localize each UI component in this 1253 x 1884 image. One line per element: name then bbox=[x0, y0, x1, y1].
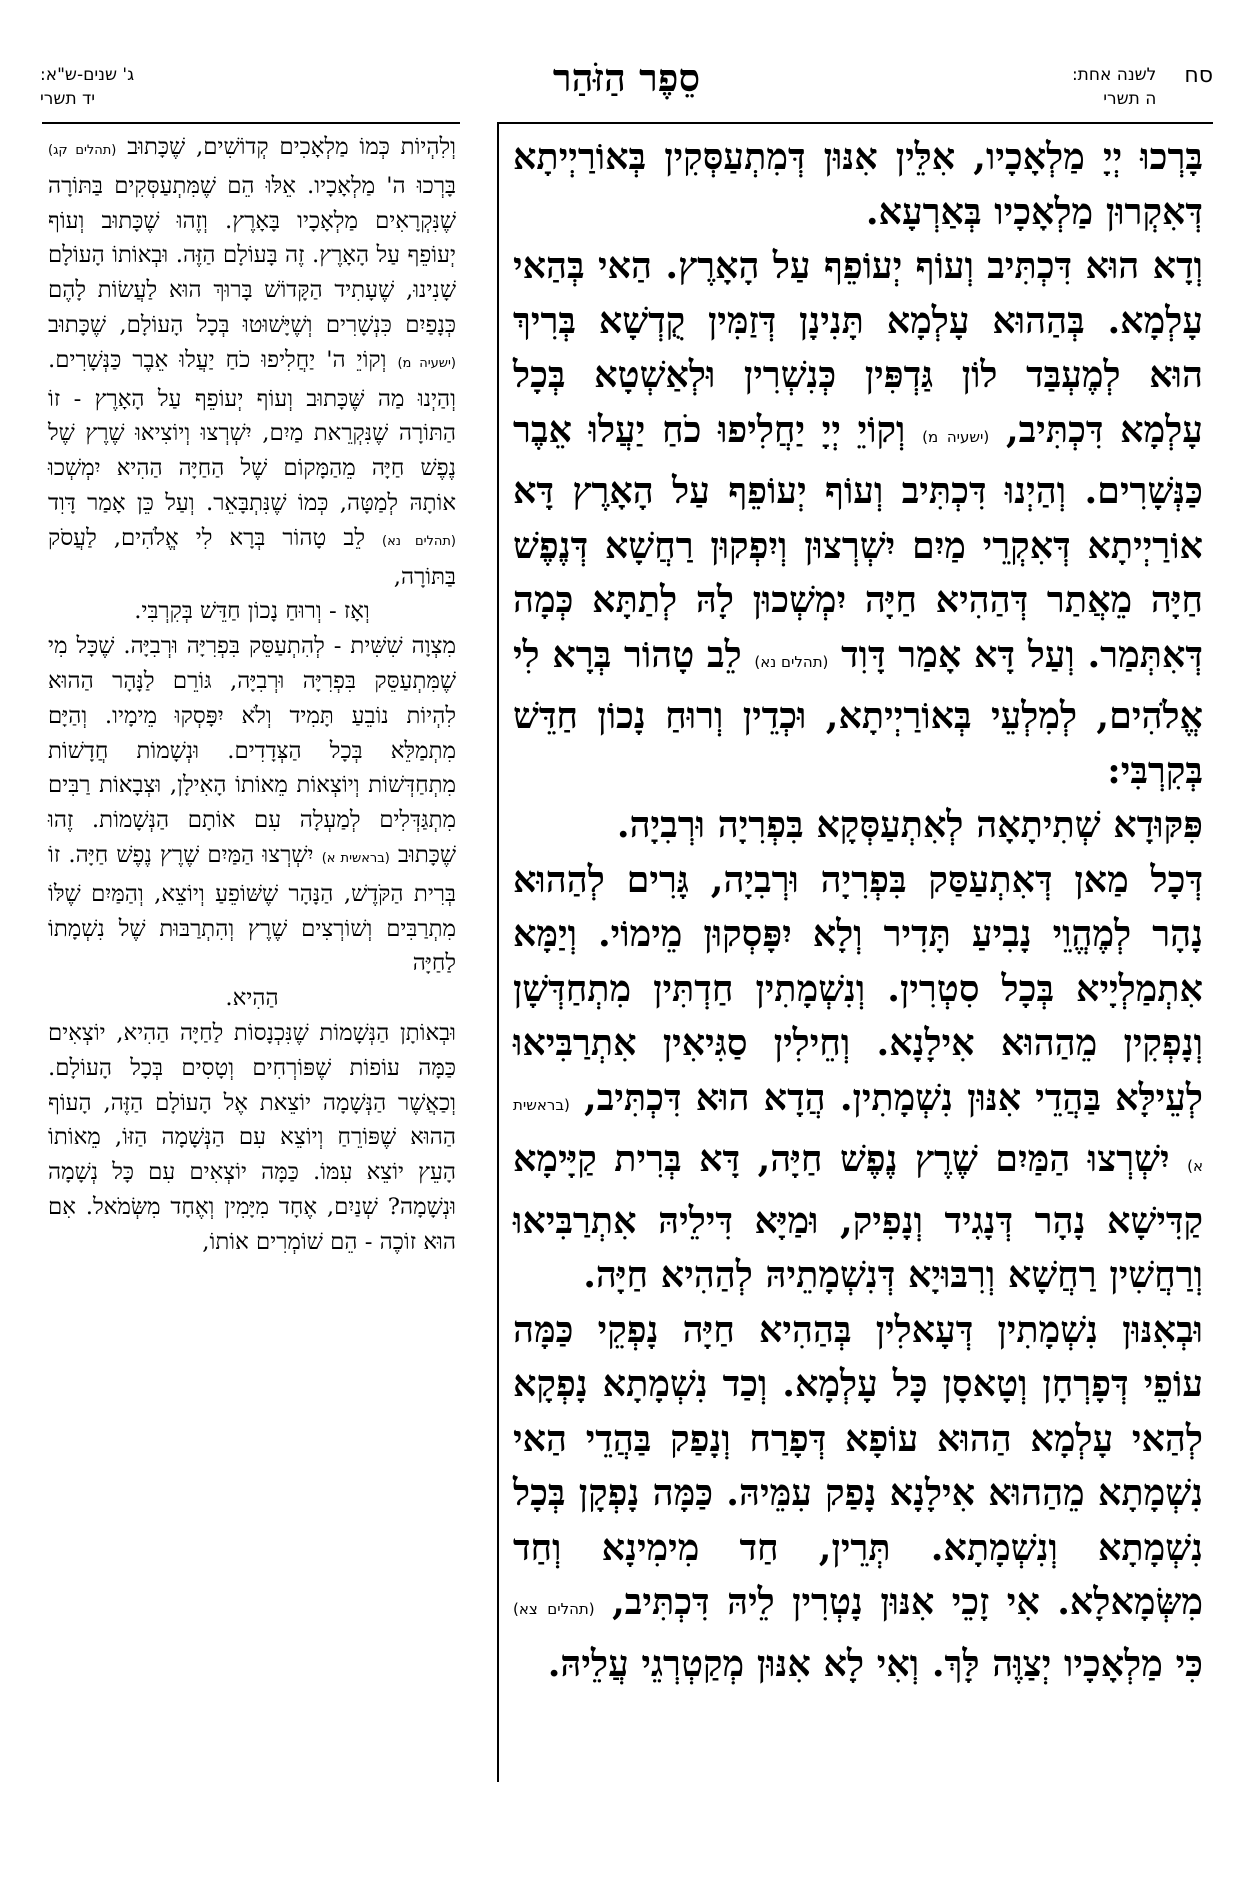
header-left bbox=[40, 63, 134, 111]
header-cycle-label-left: ג' שנים-ש"א: bbox=[40, 65, 135, 85]
side-text: יִשְׁרְצוּ הַמַּיִם שֶׁרֶץ נֶפֶשׁ חַיָּה. זוֹ בְּרִית הַקֹּדֶשׁ, הַנָּהָר שֶׁשּׁוֹפֵעַ וְיוֹצֵא, וְהַמַּיִם שֶׁלּוֹ מִתְרַבִּים וְשׁוֹרְצִים שֶׁרֶץ וְהִתְרַבּוּת שֶׁל נִשְׁמָתוֹ לַחַיָּה bbox=[48, 841, 456, 977]
main-text: יִשְׁרְצוּ הַמַּיִם שֶׁרֶץ נֶפֶשׁ חַיָּה, דָּא בְּרִית קַיָּימָא קַדִּישָׁא נָהָר דְּנָגִיד וְנָפִיק, וּמַיָּא דִּילֵיהּ אִתְרַבִּיאוּ וְרַחֲשִׁין רַחֲשָׁא וְרִבּוּיָא דְּנִשְׁמָתֵיהּ לְהַהִיא חַיָּה. bbox=[513, 1137, 1203, 1296]
source-reference: (תהלים נא) bbox=[382, 533, 456, 549]
book-title: סֵפֶר הַזֹּהַר bbox=[552, 55, 701, 100]
source-reference: (בראשית א) bbox=[321, 850, 390, 866]
main-text: דְּכָל מַאן דְּאִתְעַסַּק בִּפְרִיָה וּרְבִיָה, גָּרִים לְהַהוּא נָהָר לְמֶהֱוֵי נָבִיעַ תָּדִיר וְלָא יִפָּסְקוּן מֵימוֹי. וְיַמָּא אִתְמַלְיָיא בְּכָל סִטְרִין. וְנִשְׁמָתִין חַדְתִּין מִתְחַדְּשָׁן וְנָפְקִין מֵהַהוּא אִילָנָא. וְחֵילִין סַגִּיאִין אִתְרַבִּיאוּ לְעֵילָּא בַּהֲדֵי אִנּוּן נִשְׁמָתִין. הֲדָא הוּא דִּכְתִּיב, bbox=[513, 857, 1203, 1119]
main-paragraph bbox=[513, 1303, 1203, 1692]
source-reference: (בראשית א) bbox=[513, 1095, 1203, 1175]
side-text: מִצְוָה שִׁשִּׁית - לְהִתְעַסֵּק בִּפְרִיָּה וּרְבִיָּה. שֶׁכָּל מִי שֶׁמִּתְעַסֵּק בִּפְרִיָּה וּרְבִיָּה, גּוֹרֵם לַנָּהָר הַהוּא לִהְיוֹת נוֹבֵעַ תָּמִיד וְלֹא יִפָּסְקוּ מֵימָיו. וְהַיָּם מִתְמַלֵּא בְּכָל הַצְּדָדִים. וּנְשָׁמוֹת חֲדָשׁוֹת מִתְחַדְּשׁוֹת וְיוֹצְאוֹת מֵאוֹתוֹ הָאִילָן, וּצְבָאוֹת רַבִּים מִתְגַּדְּלִים לְמַעְלָה עִם אוֹתָם הַנְּשָׁמוֹת. זֶהוּ שֶׁכָּתוּב bbox=[48, 633, 457, 868]
translation-column bbox=[42, 122, 460, 1782]
source-reference: (ישעיה מ) bbox=[922, 427, 990, 446]
side-text: וְאָז - וְרוּחַ נָכוֹן חַדֵּשׁ בְּקִרְבִּי. bbox=[134, 598, 370, 625]
main-text: וּבְאִנּוּן נִשְׁמָתִין דְּעָאלִין בְּהַהִיא חַיָּה נָפְקֵי כַּמָּה עוֹפֵי דְּפָרְחָן וְטָאסָן כָּל עָלְמָא. וְכַד נִשְׁמָתָא נָפְקָא לְהַאי עָלְמָא הַהוּא עוֹפָא דְּפָרַח וְנָפַק בַּהֲדֵי הַאי נִשְׁמָתָא מֵהַהוּא אִילָנָא נָפַק עִמֵּיהּ. כַּמָּה נָפְקָן בְּכָל נִשְׁמָתָא וְנִשְׁמָתָא. תְּרֵין, חַד מִימִינָא וְחַד מִשְּׂמָאלָא. אִי זָכֵי אִנּוּן נָטְרִין לֵיהּ דִּכְתִּיב, bbox=[513, 1307, 1203, 1623]
side-text: לֵב טָהוֹר בְּרָא לִי אֱלֹהִים, לַעֲסֹק בַּתּוֹרָה, bbox=[48, 524, 456, 590]
source-reference: (תהלים צא) bbox=[513, 1600, 595, 1618]
main-text: וְקוֹיֵ יְיָ יַחֲלִיפוּ כֹחַ יַעֲלוּ אֵבֶר כַּנְּשָׁרִים. וְהַיְנוּ דִּכְתִּיב וְעוֹף יְעוֹפֵף עַל הָאָרֶץ דָּא אוֹרַיְיתָא דְּאִקְרֵי מַיִם יִשְׁרְצוּן וְיִפְקוּן רַחֲשָׁא דְּנֶפֶשׁ חַיָּה מֵאֲתַר דְּהַהִיא חַיָּה יִמְשְׁכוּן לָהּ לְתַתָּא כְּמָה דְּאִתְּמַר. וְעַל דָּא אָמַר דָּוִד bbox=[513, 407, 1203, 676]
main-paragraph bbox=[513, 239, 1203, 798]
side-paragraph bbox=[48, 1016, 456, 1260]
main-paragraph bbox=[513, 853, 1203, 1303]
header-date-left: יד תשרי bbox=[40, 89, 96, 109]
source-reference: (ישעיה מ) bbox=[397, 355, 457, 371]
side-paragraph bbox=[48, 981, 456, 1016]
main-paragraph bbox=[513, 798, 1203, 853]
main-text: בָּרְכוּ יְיָ מַלְאָכָיו, אִלֵּין אִנּוּן דְּמִתְעַסְּקִין בְּאוֹרַיְיתָא דְּאִקְרוּן מַלְאָכָיו בְּאַרְעָא. bbox=[513, 135, 1203, 233]
page-number: סח bbox=[1184, 63, 1213, 88]
main-text-column bbox=[497, 122, 1213, 1782]
source-reference: (תהלים קג) bbox=[48, 143, 117, 158]
main-text: לֵב טָהוֹר בְּרָא לִי אֱלֹהִים, לְמִלְעֵי בְּאוֹרַיְיתָא, וּכְדֵין וְרוּחַ נָכוֹן חַדֵּשׁ בְּקִרְבִּי: bbox=[512, 632, 1203, 792]
header-date: ה תשרי bbox=[1103, 89, 1157, 109]
source-reference: (תהלים נא) bbox=[754, 652, 829, 671]
header-cycle-label: לשנה אחת: bbox=[1071, 65, 1157, 85]
side-paragraph bbox=[48, 629, 456, 981]
main-text: וְדָא הוּא דִּכְתִּיב וְעוֹף יְעוֹפֵף עַל הָאָרֶץ. הַאי בְּהַאי עָלְמָא. בְּהַהוּא עָלְמָא תָּנִינָן דְּזַמִּין קֻדְשָׁא בְּרִיךְ הוּא לְמֶעְבַּד לוֹן גַּדְפִּין כְּנִשְׁרִין וּלְאַשְׁטָא בְּכָל עָלְמָא דִּכְתִּיב, bbox=[513, 244, 1203, 451]
mitzvah-heading: פִּקּוּדָא שְׁתִיתָאָה לְאִתְעַסְּקָא בִּפְרִיָה וּרְבִיָה. bbox=[616, 803, 1203, 846]
side-paragraph bbox=[48, 594, 456, 629]
side-text: וּבְאוֹתָן הַנְּשָׁמוֹת שֶׁנִּכְנָסוֹת לַחַיָּה הַהִיא, יוֹצְאִים כַּמָּה עוֹפוֹת שֶׁפּוֹרְחִים וְטָסִים בְּכָל הָעוֹלָם. וְכַאֲשֶׁר הַנְּשָׁמָה יוֹצֵאת אֶל הָעוֹלָם הַזֶּה, הָעוֹף הַהוּא שֶׁפּוֹרֵחַ וְיוֹצֵא עִם הַנְּשָׁמָה הַזּוֹ, מֵאוֹתוֹ הָעֵץ יוֹצֵא עִמּוֹ. כַּמָּה יוֹצְאִים עִם כָּל נְשָׁמָה וּנְשָׁמָה? שְׁנַיִם, אֶחָד מִיָּמִין וְאֶחָד מִשְּׂמֹאל. אִם הוּא זוֹכֶה - הֵם שׁוֹמְרִים אוֹתוֹ, bbox=[48, 1019, 456, 1255]
page-header bbox=[40, 55, 1213, 125]
main-text: כִּי מַלְאָכָיו יְצַוֶּה לָּךְ. וְאִי לָא אִנּוּן מְקַטְרְגֵי עֲלֵיהּ. bbox=[547, 1641, 1203, 1685]
side-text: וְלִהְיוֹת כְּמוֹ מַלְאָכִים קְדוֹשִׁים, שֶׁכָּתוּב bbox=[127, 134, 456, 160]
side-paragraph bbox=[48, 130, 456, 594]
side-text: בָּרְכוּ ה' מַלְאָכָיו. אֵלּוּ הֵם שֶׁמִּתְעַסְּקִים בַּתּוֹרָה שֶׁנִּקְרָאִים מַלְאָכָיו בָּאָרֶץ. וְזֶהוּ שֶׁכָּתוּב וְעוֹף יְעוֹפֵף עַל הָאָרֶץ. זֶה בָּעוֹלָם הַזֶּה. וּבְאוֹתוֹ הָעוֹלָם שָׁנִינוּ, שֶׁעָתִיד הַקָּדוֹשׁ בָּרוּךְ הוּא לַעֲשׂוֹת לָהֶם כְּנָפַיִם כִּנְשָׁרִים וְשֶׁיָּשׁוּטוּ בְּכָל הָעוֹלָם, שֶׁכָּתוּב bbox=[48, 172, 456, 338]
main-paragraph bbox=[513, 130, 1203, 239]
side-text: הַהִיא. bbox=[225, 985, 279, 1012]
side-text: וְקוֹיֵ ה' יַחֲלִיפוּ כֹחַ יַעֲלוּ אֵבֶר כַּנְּשָׁרִים. וְהַיְנוּ מַה שֶּׁכָּתוּב וְעוֹף יְעוֹפֵף עַל הָאָרֶץ - זוֹ הַתּוֹרָה שֶׁנִּקְרֵאת מַיִם, יִשְׁרְצוּ וְיוֹצִיאוּ שֶׁרֶץ שֶׁל נֶפֶשׁ חַיָּה מֵהַמָּקוֹם שֶׁל הַחַיָּה הַהִיא יִמְשְׁכוּ אוֹתָהּ לְמַטָּה, כְּמוֹ שֶׁנִּתְבָּאֵר. וְעַל כֵּן אָמַר דָּוִד bbox=[48, 346, 456, 516]
